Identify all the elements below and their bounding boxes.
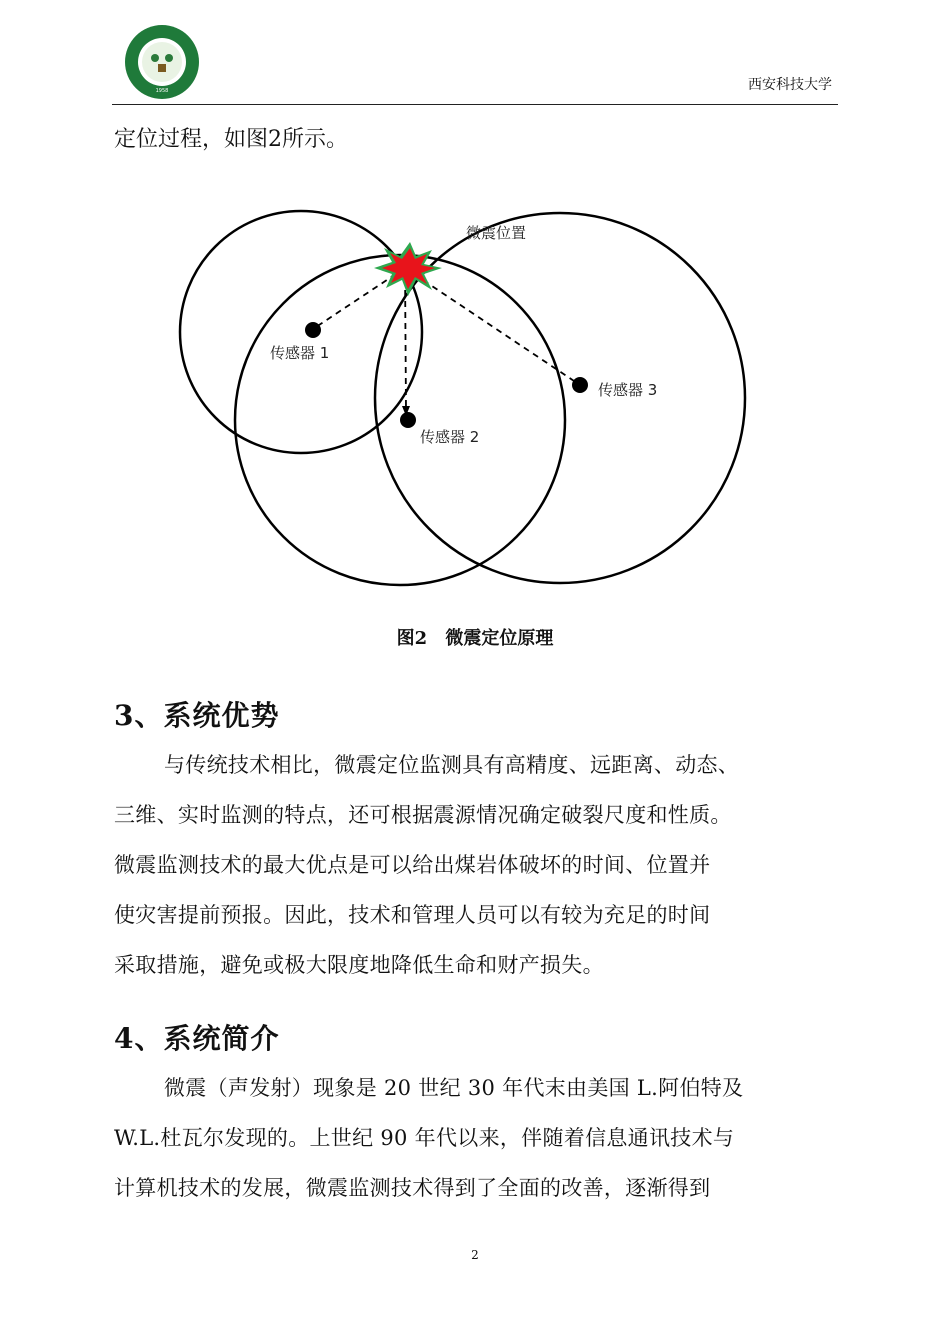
ray-sensor3 <box>405 268 580 385</box>
sensor3-dot <box>572 377 588 393</box>
svg-text:1958: 1958 <box>155 88 169 94</box>
paragraph-line: 三维、实时监测的特点，还可根据震源情况确定破裂尺度和性质。 <box>114 803 732 827</box>
section-heading-introduction: 4、系统简介 <box>114 1022 280 1055</box>
paragraph-line: 采取措施，避免或极大限度地降低生命和财产损失。 <box>114 953 604 977</box>
caption-title: 微震定位原理 <box>445 628 554 649</box>
sensor2-label: 传感器 2 <box>420 428 480 446</box>
event-burst-icon <box>374 242 442 296</box>
paragraph-line: 与传统技术相比，微震定位监测具有高精度、远距离、动态、 <box>164 753 740 777</box>
university-logo <box>124 24 200 100</box>
event-label: 微震位置 <box>466 224 527 242</box>
paragraph-line: W.L.杜瓦尔发现的。上世纪 90 年代以来，伴随着信息通讯技术与 <box>114 1126 735 1150</box>
sensor2-dot <box>400 412 416 428</box>
sensor1-range-circle <box>180 211 422 453</box>
caption-number: 图2 <box>396 628 428 649</box>
page-number: 2 <box>471 1248 479 1262</box>
intro-text: 定位过程，如图2所示。 <box>114 127 348 152</box>
section4-paragraph <box>114 1063 838 1213</box>
section3-paragraph <box>114 740 838 990</box>
university-name: 西安科技大学 <box>748 77 832 93</box>
sensor1-dot <box>305 322 321 338</box>
figure-caption <box>0 624 950 650</box>
sensor3-label: 传感器 3 <box>598 381 658 399</box>
section-heading-advantages: 3、系统优势 <box>114 699 280 732</box>
paragraph-line: 使灾害提前预报。因此，技术和管理人员可以有较为充足的时间 <box>114 903 711 927</box>
microseismic-location-diagram <box>170 180 790 600</box>
paragraph-line: 微震监测技术的最大优点是可以给出煤岩体破坏的时间、位置并 <box>114 853 711 877</box>
paragraph-line: 微震（声发射）现象是 20 世纪 30 年代末由美国 L.阿伯特及 <box>164 1076 744 1100</box>
paragraph-line: 计算机技术的发展，微震监测技术得到了全面的改善，逐渐得到 <box>114 1176 711 1200</box>
sensor1-label: 传感器 1 <box>270 344 330 362</box>
page-header <box>112 20 838 105</box>
